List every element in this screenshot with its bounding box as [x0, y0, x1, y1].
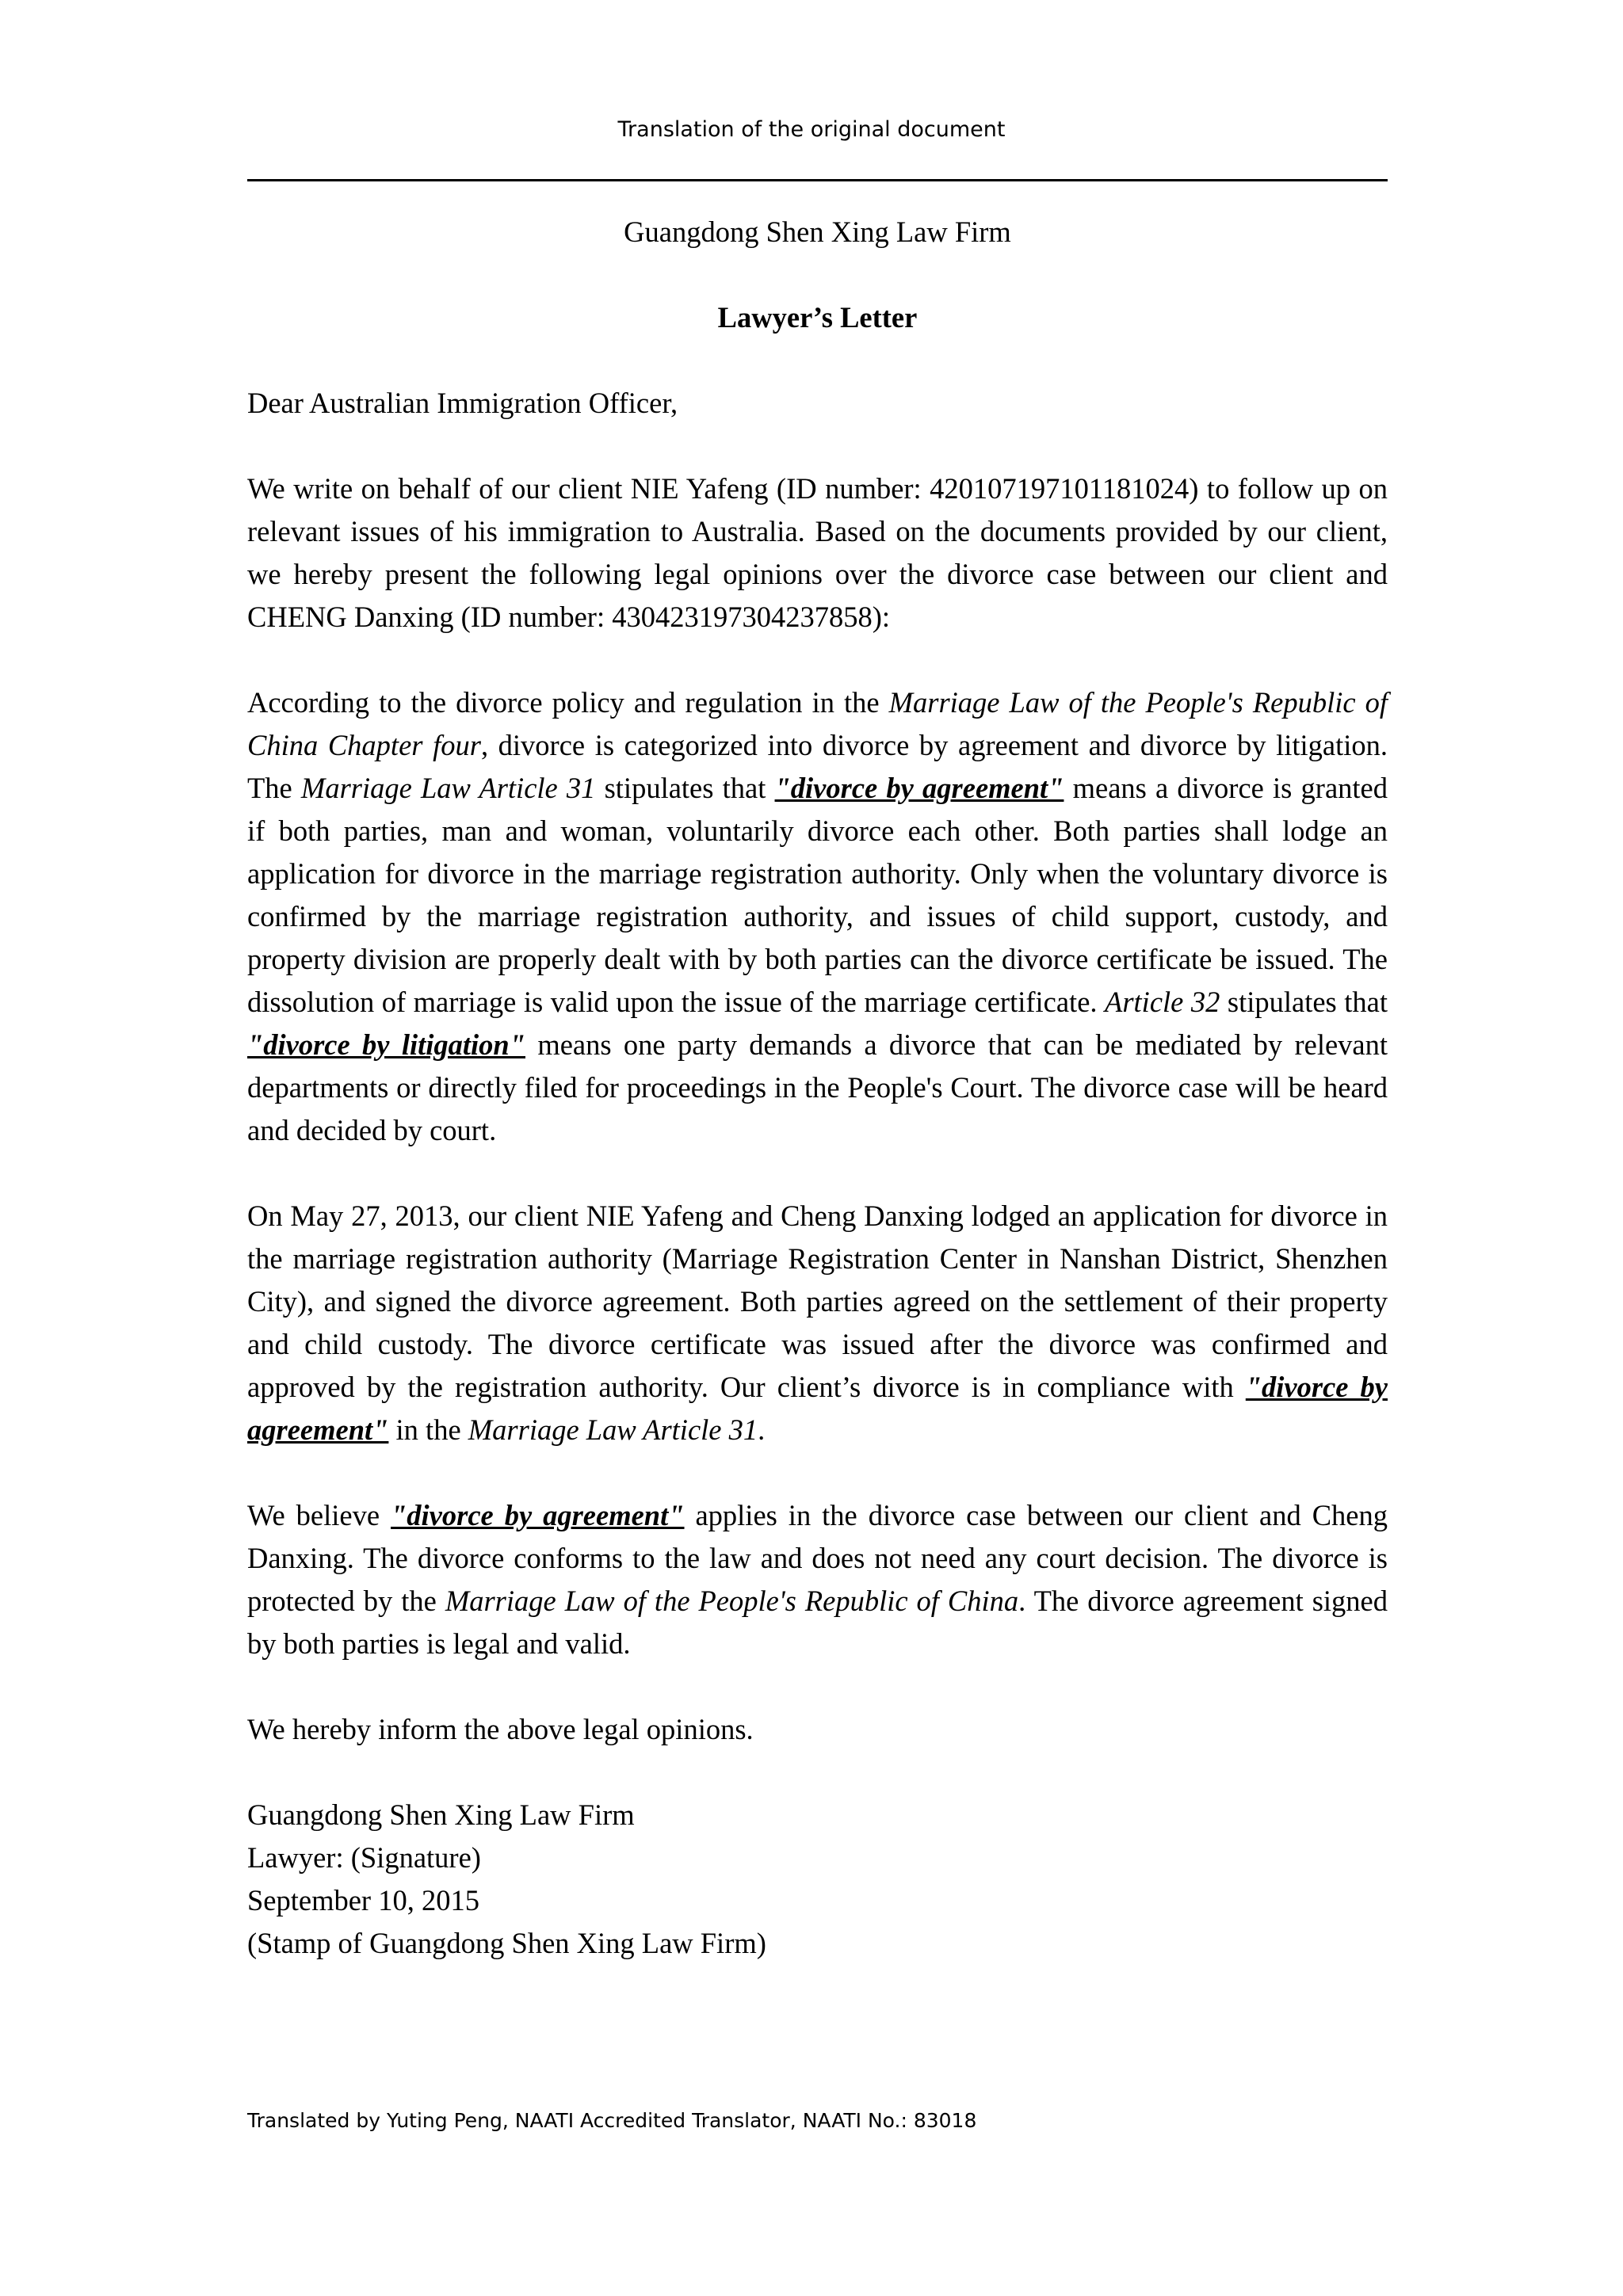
paragraph-intro: We write on behalf of our client NIE Yafeng (ID number: 420107197101181024) to follow up on relevant issues of his immigration to Australia. Based on the documents provided by our client, we hereby present the following legal opinions over the divorce case between our client and CHENG Danxing (ID number: 430423197304237858): — [247, 472, 1388, 633]
paragraph-divorce-facts — [247, 1195, 1388, 1451]
text-run: . — [758, 1413, 766, 1446]
text-run: means one party demands a divorce that can be mediated by relevant departments or directly filed for proceedings in the People's Court. The divorce case will be heard and decided by court. — [247, 1028, 1388, 1146]
term-divorce-by-agreement: "divorce by agreement" — [774, 772, 1064, 804]
translator-footer-note: Translated by Yuting Peng, NAATI Accredited Translator, NAATI No.: 83018 — [247, 2109, 977, 2132]
text-run: applies in the divorce case between our client and Cheng Danxing. The divorce conforms to the law and does not need any court decision. The divorce is protected by the — [247, 1499, 1388, 1617]
text-run: in the — [388, 1413, 468, 1446]
paragraph-opinion — [247, 1494, 1388, 1665]
text-run: We believe — [247, 1499, 391, 1531]
law-reference: Marriage Law of the People's Republic of China Chapter four — [247, 686, 1388, 761]
letter-body — [247, 211, 1388, 1965]
signature-date: September 10, 2015 — [247, 1884, 479, 1917]
term-divorce-by-agreement: "divorce by agreement" — [391, 1499, 685, 1531]
law-reference: Article 32 — [1105, 986, 1220, 1018]
text-run: On May 27, 2013, our client NIE Yafeng and Cheng Danxing lodged an application for divorce in the marriage registration authority (Marriage Registration Center in Nanshan District, Shenzhen City), and signed the divorce agreement. Both parties agreed on the settlement of their property and child custody. The divorce certificate was issued after the divorce was confirmed and approved by the registration authority. Our client’s divorce is in compliance with — [247, 1199, 1388, 1403]
law-reference: Marriage Law of the People's Republic of China — [445, 1585, 1019, 1617]
law-reference: Marriage Law Article 31 — [468, 1413, 758, 1446]
term-divorce-by-agreement: "divorce by agreement" — [247, 1371, 1388, 1446]
law-reference: Marriage Law Article 31 — [300, 772, 596, 804]
text-run: stipulates that — [1220, 986, 1388, 1018]
signature-firm: Guangdong Shen Xing Law Firm — [247, 1798, 635, 1831]
term-divorce-by-litigation: "divorce by litigation" — [247, 1028, 525, 1061]
translation-header-note: Translation of the original document — [617, 117, 1006, 142]
text-run: , divorce is categorized into divorce by agreement and divorce by litigation. The — [247, 729, 1388, 804]
paragraph-closing: We hereby inform the above legal opinions. — [247, 1713, 754, 1745]
signature-stamp: (Stamp of Guangdong Shen Xing Law Firm) — [247, 1927, 766, 1959]
letter-title: Lawyer’s Letter — [717, 301, 918, 334]
signature-block — [247, 1794, 1388, 1965]
firm-name-heading: Guangdong Shen Xing Law Firm — [624, 215, 1011, 248]
text-run: . The divorce agreement signed by both parties is legal and valid. — [247, 1585, 1388, 1660]
text-run: means a divorce is granted if both parties, man and woman, voluntarily divorce each other. Both parties shall lodge an application for divorce in the marriage registration authority. Only when the voluntary divorce is confirmed by the marriage registration authority, and issues of child support, custody, and property division are properly dealt with by both parties can the divorce certificate be issued. The dissolution of marriage is valid upon the issue of the marriage certificate. — [247, 772, 1388, 1018]
paragraph-divorce-policy — [247, 681, 1388, 1152]
text-run: stipulates that — [595, 772, 775, 804]
signature-lawyer: Lawyer: (Signature) — [247, 1841, 481, 1874]
header-divider — [247, 179, 1388, 181]
salutation: Dear Australian Immigration Officer, — [247, 387, 678, 419]
text-run: According to the divorce policy and regulation in the — [247, 686, 889, 719]
